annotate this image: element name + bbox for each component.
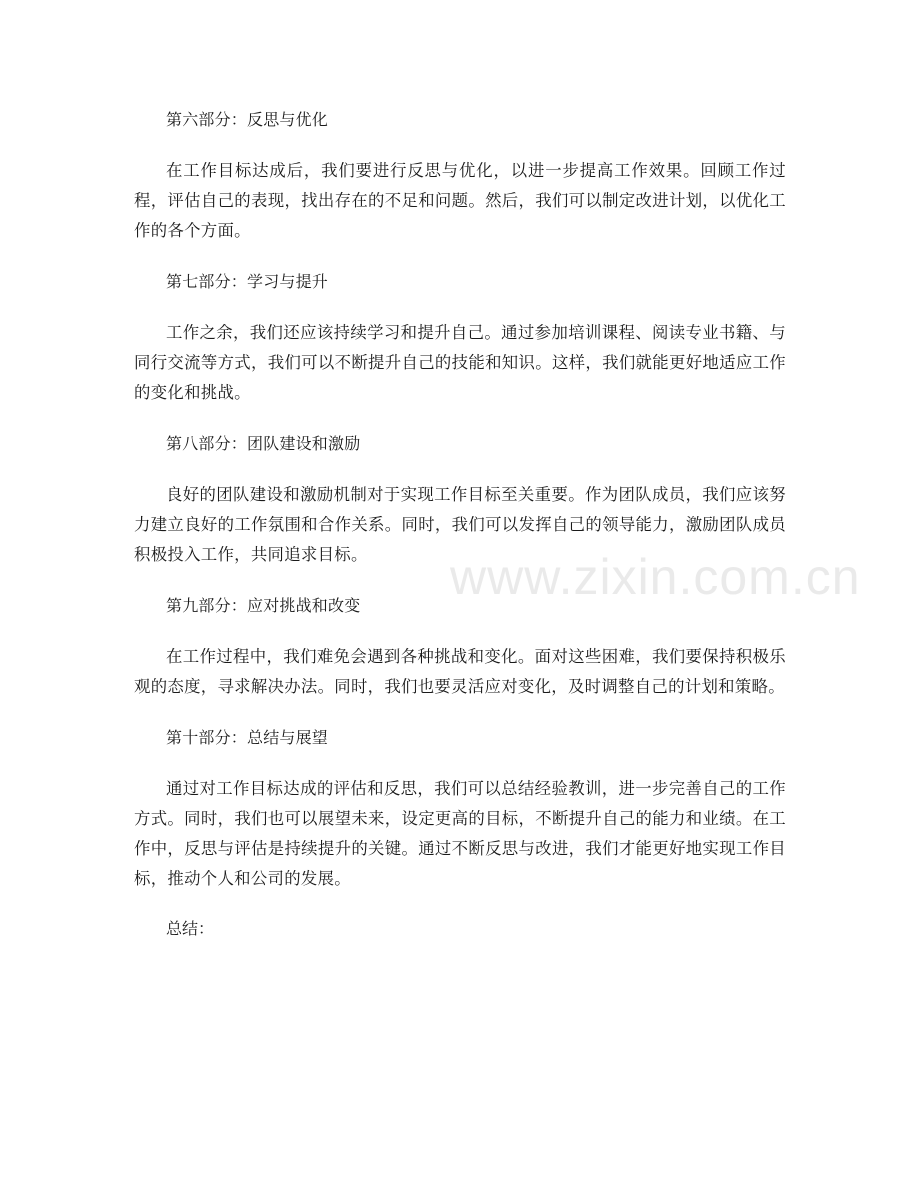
section-6-paragraph: 在工作目标达成后，我们要进行反思与优化，以进一步提高工作效果。回顾工作过程，评估自己的表现，找出存在的不足和问题。然后，我们可以制定改进计划，以优化工作的各个方面。 — [134, 161, 786, 240]
section-9-heading: 第九部分：应对挑战和改变 — [166, 596, 361, 615]
summary-label: 总结： — [166, 919, 215, 938]
section-7-heading: 第七部分：学习与提升 — [166, 272, 329, 291]
section-8-heading: 第八部分：团队建设和激励 — [166, 434, 361, 453]
section-10-paragraph: 通过对工作目标达成的评估和反思，我们可以总结经验教训，进一步完善自己的工作方式。同时，我们也可以展望未来，设定更高的目标，不断提升自己的能力和业绩。在工作中，反思与评估是持续提升的关键。通过不断反思与改进，我们才能更好地实现工作目标，推动个人和公司的发展。 — [134, 779, 786, 888]
section-9-paragraph: 在工作过程中，我们难免会遇到各种挑战和变化。面对这些困难，我们要保持积极乐观的态度，寻求解决办法。同时，我们也要灵活应对变化，及时调整自己的计划和策略。 — [134, 647, 786, 696]
section-6-heading: 第六部分：反思与优化 — [166, 110, 329, 129]
section-8-paragraph: 良好的团队建设和激励机制对于实现工作目标至关重要。作为团队成员，我们应该努力建立良好的工作氛围和合作关系。同时，我们可以发挥自己的领导能力，激励团队成员积极投入工作，共同追求目标。 — [134, 485, 786, 564]
section-7-paragraph: 工作之余，我们还应该持续学习和提升自己。通过参加培训课程、阅读专业书籍、与同行交流等方式，我们可以不断提升自己的技能和知识。这样，我们就能更好地适应工作的变化和挑战。 — [134, 323, 786, 402]
section-10-heading: 第十部分：总结与展望 — [166, 728, 329, 747]
watermark: www.zixin.com.cn — [450, 549, 861, 605]
document-body — [134, 104, 786, 944]
